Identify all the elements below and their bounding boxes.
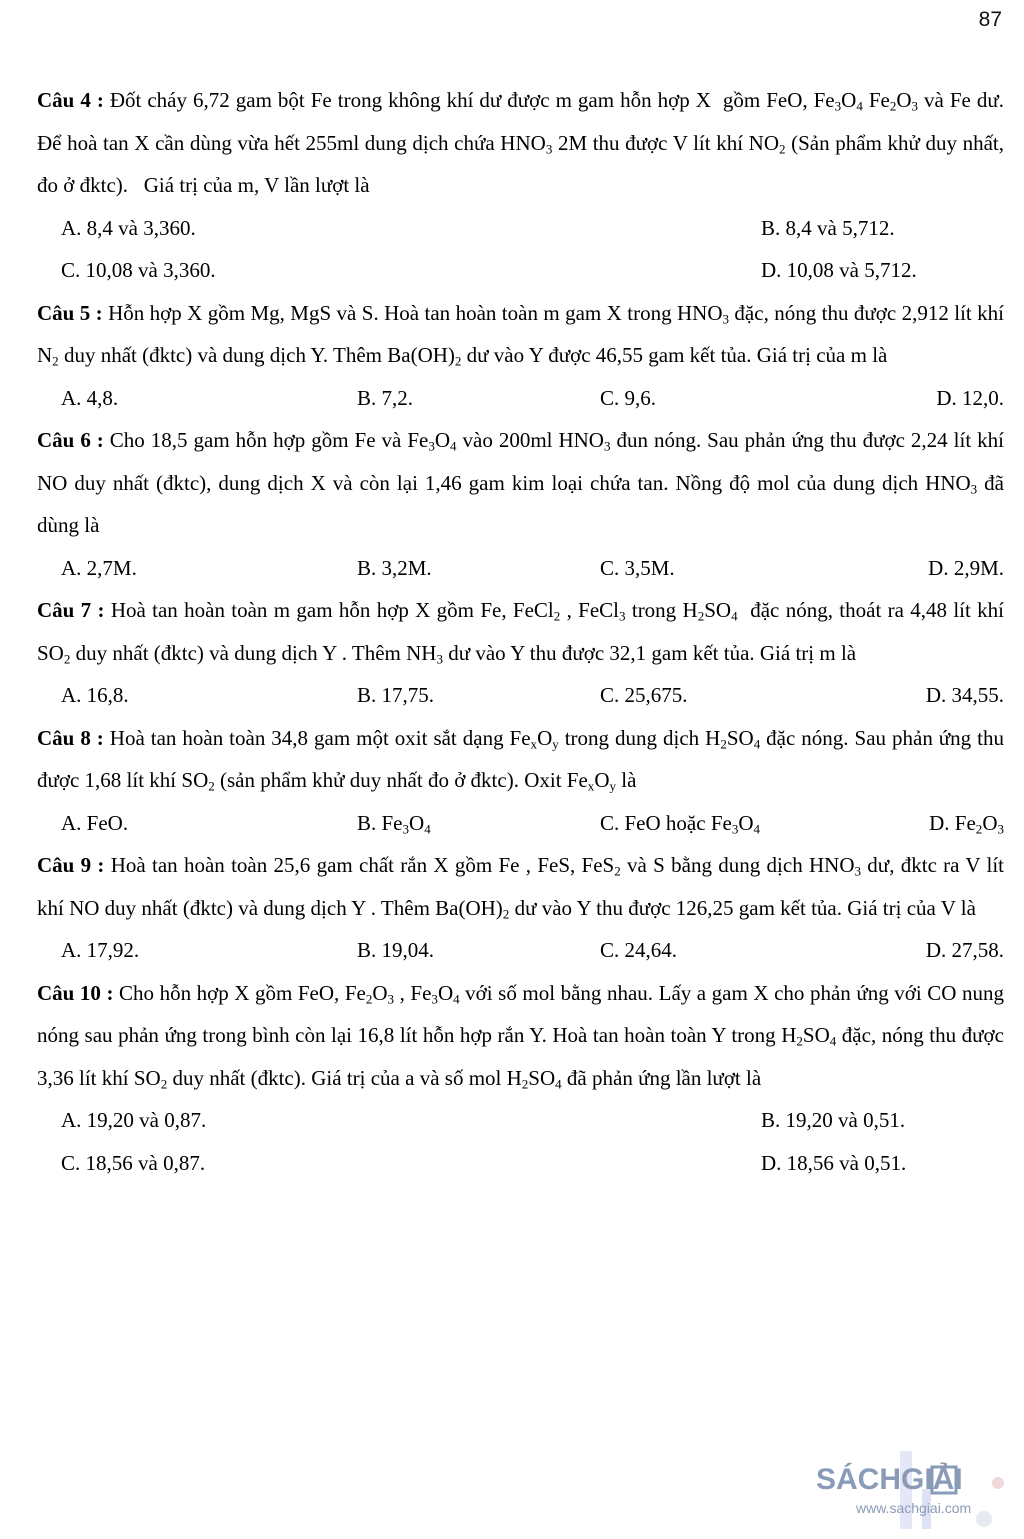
question-10	[37, 972, 1004, 1185]
answer-option-a: A. 17,92.	[61, 938, 140, 962]
question-stem: Câu 7 : Hoà tan hoàn toàn m gam hỗn hợp X gồm Fe, FeCl$_2$ , FeCl$_3$ trong $H_2SO_4$ đặc nóng, thoát ra 4,48 lít khí $SO_2$ duy nhất (đktc) và dung dịch Y . Thêm $NH_3$ dư vào Y thu được 32,1 gam kết tủa. Giá trị m là	[37, 598, 1004, 667]
question-stem: Câu 8 : Hoà tan hoàn toàn 34,8 gam một oxit sắt dạng $Fe_xO_y$ trong dung dịch $H_2SO_4$ đặc nóng. Sau phản ứng thu được 1,68 lít khí $SO_2$ (sản phẩm khử duy nhất đo ở đktc). Oxit $Fe_xO_y$ là	[37, 725, 1004, 794]
answer-option-c: C. 3,5M.	[600, 555, 675, 580]
watermark-url: www.sachgiai.com	[856, 1500, 972, 1516]
answer-option-b: B. 17,75.	[357, 683, 435, 707]
answer-option-c: C. 10,08 và 3,360.	[61, 258, 216, 282]
page-number: 87	[978, 8, 1002, 31]
question-8	[37, 717, 1004, 845]
answer-option-a: A. FeO.	[61, 810, 129, 835]
question-stem: Câu 10 : Cho hỗn hợp X gồm FeO, $Fe_2O_3$ , $Fe_3O_4$ với số mol bằng nhau. Lấy a gam X cho phản ứng với CO nung nóng sau phản ứng trong bình còn lại 16,8 lít hỗn hợp rắn Y. Hoà tan hoàn toàn Y trong $H_2SO_4$ đặc, nóng thu được 3,36 lít khí $SO_2$ duy nhất (đktc). Giá trị của a và số mol $H_2SO_4$ đã phản ứng lần lượt là	[37, 980, 1005, 1092]
answer-option-a: A. 19,20 và 0,87.	[61, 1108, 207, 1132]
answer-options-row	[37, 547, 1004, 590]
question-list	[37, 79, 1004, 1184]
answer-option-d: D. 18,56 và 0,51.	[761, 1150, 907, 1175]
answer-option-d: D. 34,55.	[925, 683, 1004, 707]
question-stem: Câu 6 : Cho 18,5 gam hỗn hợp gồm Fe và $Fe_3O_4$ vào 200ml $HNO_3$ đun nóng. Sau phản ứng thu được 2,24 lít khí NO duy nhất (đktc), dung dịch X và còn lại 1,46 gam kim loại chứa tan. Nồng độ mol của dung dịch $HNO_3$ đã dùng là	[37, 428, 1005, 537]
answer-options-row	[37, 377, 1004, 420]
question-4	[37, 79, 1004, 292]
question-stem: Câu 4 : Đốt cháy 6,72 gam bột Fe trong không khí dư được m gam hỗn hợp X gồm FeO, $Fe_3O_4$ $Fe_2O_3$ và Fe dư. Để hoà tan X cần dùng vừa hết 255ml dung dịch chứa $HNO_3$ 2M thu được V lít khí $NO_2$ (Sản phẩm khử duy nhất, đo ở đktc). Giá trị của m, V lần lượt là	[37, 88, 1005, 197]
answer-options-row	[37, 929, 1004, 972]
question-6	[37, 419, 1004, 589]
answer-option-a: A. 2,7M.	[61, 555, 137, 580]
answer-option-d: D. 27,58.	[925, 938, 1004, 962]
answer-options-row	[37, 1099, 1004, 1142]
question-stem: Câu 5 : Hỗn hợp X gồm Mg, MgS và S. Hoà tan hoàn toàn m gam X trong $HNO_3$ đặc, nóng thu được 2,912 lít khí $N_2$ duy nhất (đktc) và dung dịch Y. Thêm $Ba(OH)_2$ dư vào Y được 46,55 gam kết tủa. Giá trị của m là	[37, 300, 1004, 369]
answer-option-a: A. 4,8.	[61, 385, 119, 410]
answer-option-b: B. 19,04.	[357, 938, 435, 962]
answer-options-row	[37, 802, 1004, 845]
watermark-brand: SÁCHGIẢI	[816, 1463, 963, 1496]
answer-options-row	[37, 207, 1004, 250]
answer-option-c: C. 18,56 và 0,87.	[61, 1150, 206, 1175]
answer-options-row	[37, 674, 1004, 717]
answer-option-d: D. 10,08 và 5,712.	[761, 258, 917, 282]
answer-option-a: A. 8,4 và 3,360.	[61, 215, 196, 240]
question-stem: Câu 9 : Hoà tan hoàn toàn 25,6 gam chất rắn X gồm Fe , FeS, FeS$_2$ và S bằng dung dịch $HNO_3$ dư, đktc ra V lít khí NO duy nhất (đktc) và dung dịch Y . Thêm $Ba(OH)_2$ dư vào Y thu được 126,25 gam kết tủa. Giá trị của V là	[37, 853, 1004, 922]
answer-option-c: C. 25,675.	[600, 683, 688, 707]
watermark-logo	[814, 1379, 1014, 1529]
answer-option-c: C. 24,64.	[600, 938, 678, 962]
answer-option-b: B. 3,2M.	[357, 555, 432, 580]
answer-option-c: C. FeO hoặc $Fe_3O_4$	[600, 810, 761, 837]
answer-option-b: B. 19,20 và 0,51.	[761, 1108, 906, 1132]
answer-option-d: D. 12,0.	[936, 385, 1004, 410]
answer-option-a: A. 16,8.	[61, 683, 129, 707]
answer-option-c: C. 9,6.	[600, 385, 657, 410]
sachgiai-logo-icon	[814, 1379, 1014, 1529]
answer-option-b: B. $Fe_3O_4$	[357, 810, 431, 837]
answer-option-d: D. $Fe_2O_3$	[929, 810, 1004, 837]
question-9	[37, 844, 1004, 972]
question-7	[37, 589, 1004, 717]
question-5	[37, 292, 1004, 420]
answer-option-b: B. 7,2.	[357, 385, 414, 410]
answer-option-d: D. 2,9M.	[928, 555, 1004, 580]
answer-option-b: B. 8,4 và 5,712.	[761, 215, 895, 240]
answer-options-row	[37, 1142, 1004, 1185]
answer-options-row	[37, 249, 1004, 292]
